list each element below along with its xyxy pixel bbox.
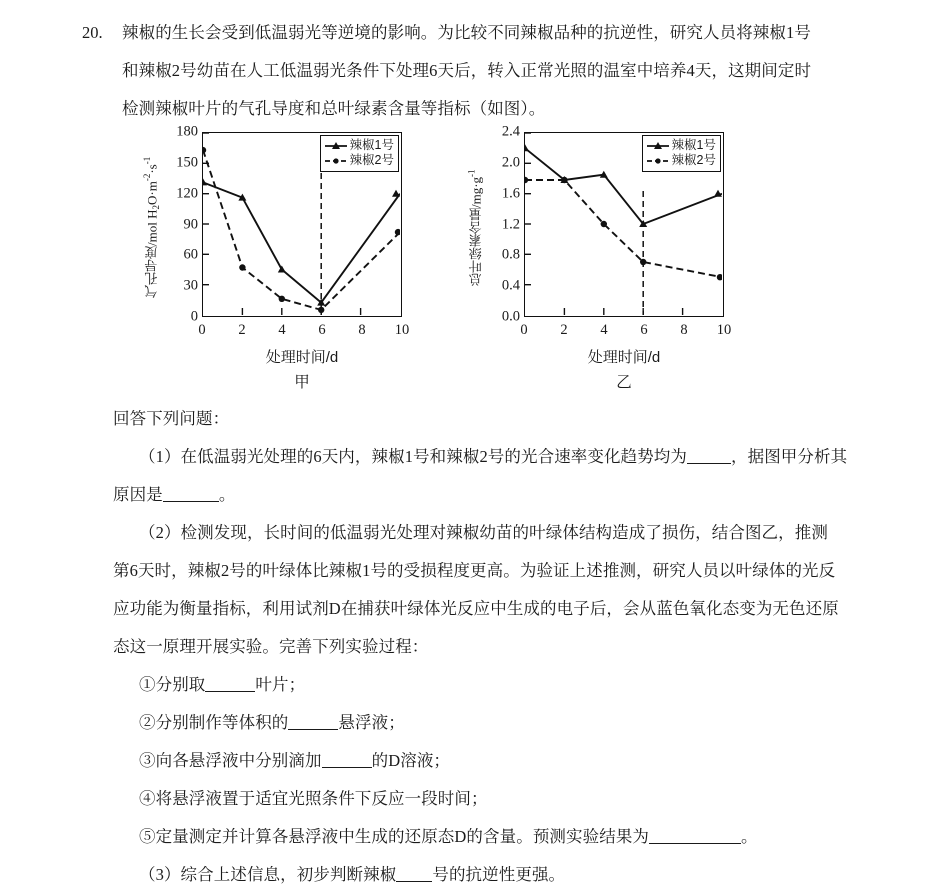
figure-jia (140, 120, 450, 395)
q3-head: （3）综合上述信息，初步判断辣椒 (139, 865, 397, 884)
figure-yi-legend (642, 135, 721, 172)
y-tick: 1.6 (501, 185, 520, 202)
q1-text-b: ，据图甲分析其 (731, 447, 848, 466)
sub-question-2-line-4: 态这一原理开展实验。完善下列实验过程： (113, 637, 429, 656)
answer-blank[interactable] (322, 767, 372, 768)
x-tick: 4 (600, 322, 608, 338)
legend-label: 辣椒2号 (349, 153, 394, 167)
stem-line-2: 和辣椒2号幼苗在人工低温弱光条件下处理6天后，转入正常光照的温室中培养4天，这期间定时 (122, 61, 812, 80)
y-tick: 30 (183, 277, 198, 294)
legend-label: 辣椒2号 (671, 153, 716, 167)
x-tick: 6 (318, 322, 326, 338)
stem-line-1: 辣椒的生长会受到低温弱光等逆境的影响。为比较不同辣椒品种的抗逆性，研究人员将辣椒1号 (122, 23, 811, 42)
experiment-step-2 (113, 704, 935, 742)
x-tick: 8 (358, 322, 366, 338)
x-tick: 6 (640, 322, 648, 338)
step1-head: ①分别取 (139, 675, 206, 694)
legend-key-dashed-dot-icon (324, 155, 348, 167)
x-tick: 8 (680, 322, 688, 338)
experiment-step-1 (113, 666, 935, 704)
step4-text: ④将悬浮液置于适宜光照条件下反应一段时间； (139, 789, 488, 808)
x-tick: 2 (238, 322, 246, 338)
answer-blank[interactable] (687, 463, 731, 464)
q2-text-1: （2）检测发现，长时间的低温弱光处理对辣椒幼苗的叶绿体结构造成了损伤，结合图乙，推测 (139, 523, 828, 542)
x-tick: 10 (716, 322, 732, 338)
question-stem (82, 14, 932, 128)
legend-item-pepper1 (646, 138, 716, 153)
y-tick: 120 (176, 185, 198, 202)
legend-item-pepper2 (646, 153, 716, 168)
x-tick-marks (242, 308, 360, 315)
figures-container (0, 120, 944, 395)
series-pepper2-markers (525, 177, 722, 281)
y-tick: 2.0 (501, 154, 520, 171)
sub-question-1-line-1 (113, 438, 935, 476)
y-tick: 0 (190, 308, 198, 325)
step3-head: ③向各悬浮液中分别滴加 (139, 751, 322, 770)
x-tick-marks (564, 308, 682, 315)
step3-tail: 的D溶液； (371, 751, 451, 770)
x-tick: 0 (198, 322, 206, 338)
step5-head: ⑤定量测定并计算各悬浮液中生成的还原态D的含量。预测实验结果为 (139, 827, 650, 846)
y-tick: 0.8 (501, 246, 520, 263)
step2-head: ②分别制作等体积的 (139, 713, 289, 732)
legend-key-dashed-dot-icon (646, 155, 670, 167)
y-tick: 0.4 (501, 277, 520, 294)
sub-question-2-line-3: 应功能为衡量指标，利用试剂D在捕获叶绿体光反应中生成的电子后，会从蓝色氧化态变为无色还原 (113, 599, 839, 618)
y-label-text: 总叶绿素含量$/mg\cdot g^{-1}$ (466, 169, 484, 286)
figure-yi-x-axis-label: 处理时间/d (587, 349, 661, 366)
x-tick: 2 (560, 322, 568, 338)
answer-blank[interactable] (649, 843, 741, 844)
legend-item-pepper1 (324, 138, 394, 153)
y-tick: 150 (176, 154, 198, 171)
x-tick: 0 (520, 322, 528, 338)
answer-blank[interactable] (396, 881, 432, 882)
q3-tail: 号的抗逆性更强。 (432, 865, 566, 884)
question-stem-body (122, 14, 932, 128)
figure-yi-plot-area (524, 132, 724, 317)
answer-blank[interactable] (288, 729, 338, 730)
sub-question-2-line-1 (113, 514, 935, 552)
y-tick: 60 (183, 246, 198, 263)
legend-key-solid-triangle-icon (324, 140, 348, 152)
y-tick: 0.0 (501, 308, 520, 325)
sub-question-1-line-2 (113, 476, 935, 514)
step5-tail: 。 (741, 827, 758, 846)
question-body (113, 400, 935, 894)
y-tick: 90 (183, 216, 198, 232)
figure-yi-caption: 乙 (616, 374, 632, 391)
sub-question-3 (113, 856, 935, 894)
step2-tail: 悬浮液； (338, 713, 405, 732)
answer-blank[interactable] (163, 501, 219, 502)
legend-label: 辣椒1号 (671, 138, 716, 152)
series-pepper1-line (203, 182, 400, 302)
legend-label: 辣椒1号 (349, 138, 394, 152)
stem-line-3: 检测辣椒叶片的气孔导度和总叶绿素含量等指标（如图）。 (122, 99, 546, 118)
x-tick: 4 (278, 322, 286, 338)
answer-prompt: 回答下列问题： (113, 409, 230, 428)
figure-jia-y-ticks (162, 120, 198, 325)
q1-text-c: 原因是 (113, 485, 163, 504)
figure-jia-y-axis-label (140, 130, 164, 325)
sub-question-2-line-2: 第6天时，辣椒2号的叶绿体比辣椒1号的受损程度更高。为验证上述推测，研究人员以叶绿体的光反 (113, 561, 836, 580)
experiment-step-4 (113, 780, 935, 818)
series-pepper2-line (525, 180, 722, 277)
figure-jia-x-axis-label: 处理时间/d (265, 349, 339, 366)
legend-key-solid-triangle-icon (646, 140, 670, 152)
q1-text-a: （1）在低温弱光处理的6天内，辣椒1号和辣椒2号的光合速率变化趋势均为 (139, 447, 687, 466)
y-tick: 2.4 (501, 123, 520, 140)
question-number: 20. (82, 23, 103, 42)
figure-jia-caption: 甲 (294, 374, 310, 391)
figure-jia-plot-area (202, 132, 402, 317)
x-tick: 10 (394, 322, 410, 338)
y-tick: 1.2 (501, 216, 520, 232)
step1-tail: 叶片； (255, 675, 306, 694)
figure-jia-legend (320, 135, 399, 172)
figure-yi-y-ticks (480, 120, 520, 325)
y-label-text: 气孔导度/mol $H_2O\cdot m^{-2}\cdot s^{-1}$ (142, 156, 161, 299)
y-tick-marks (525, 133, 531, 285)
q1-text-d: 。 (218, 485, 236, 504)
answer-blank[interactable] (205, 691, 255, 692)
experiment-step-5 (113, 818, 935, 856)
y-tick: 180 (176, 123, 198, 140)
experiment-step-3 (113, 742, 935, 780)
legend-item-pepper2 (324, 153, 394, 168)
figure-yi (462, 120, 772, 395)
